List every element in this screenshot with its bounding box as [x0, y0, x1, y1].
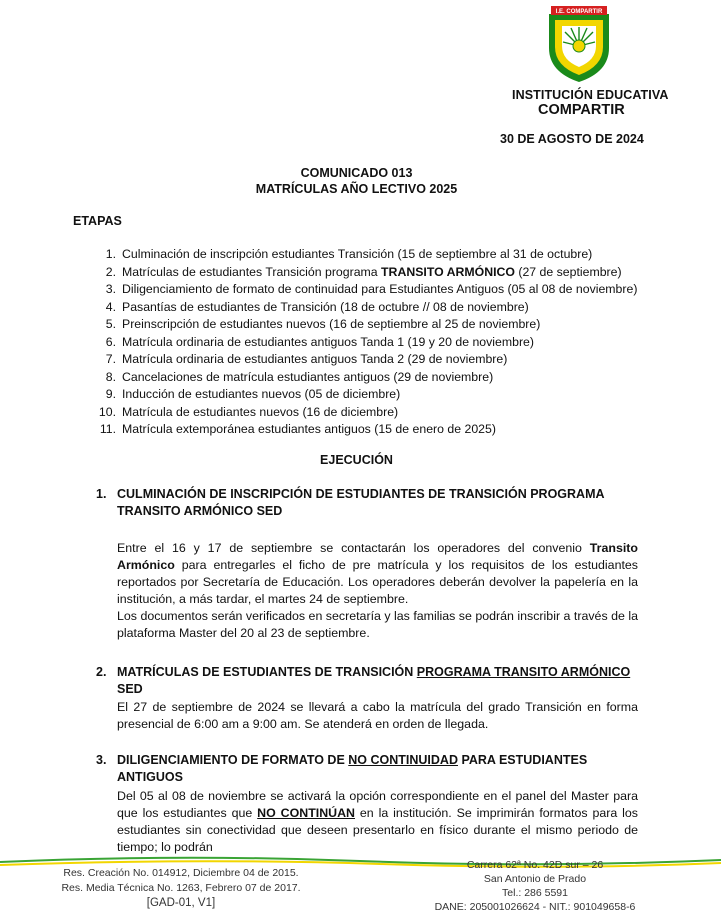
list-number: 1.: [105, 247, 116, 261]
section-title: [117, 664, 641, 698]
list-item: [94, 281, 654, 299]
list-text-part: Matrículas de estudiantes Transición programa: [122, 264, 382, 279]
list-text: Cancelaciones de matrícula estudiantes antiguos (29 de noviembre): [122, 369, 494, 384]
list-text: [122, 264, 622, 282]
list-item: [94, 316, 654, 334]
list-number: 5.: [105, 317, 116, 331]
list-number: 11.: [99, 422, 116, 436]
paragraph-text: Entre el 16 y 17 de septiembre se contactarán los operadores del convenio: [117, 541, 590, 555]
logo-banner-text: I.E. COMPARTIR: [555, 9, 603, 15]
list-text-bold: TRANSITO ARMÓNICO: [381, 264, 515, 279]
section-title-part: SED: [117, 682, 143, 696]
paragraph: [117, 788, 638, 856]
list-item: [94, 246, 654, 264]
document-title: COMUNICADO 013: [300, 166, 413, 180]
list-number: 9.: [105, 387, 116, 401]
list-item: [94, 369, 654, 387]
paragraph: Los documentos serán verificados en secretaría y las familias se podrán inscribir a través de la plataforma Master del 20 al 23 de septiembre.: [117, 609, 638, 640]
list-item: [94, 404, 654, 422]
list-item: [94, 264, 654, 282]
list-number: 4.: [105, 299, 116, 314]
list-item: [94, 299, 654, 317]
section-title-part: DILIGENCIAMIENTO DE FORMATO DE: [117, 753, 349, 767]
section-number: 3.: [96, 753, 107, 767]
section-title: [117, 752, 641, 786]
paragraph: El 27 de septiembre de 2024 se llevará a cabo la matrícula del grado Transición en forma presencial de 6:00 am a 9:00 am. Se atenderá en orden de llegada.: [117, 700, 638, 731]
etapas-heading: ETAPAS: [73, 214, 122, 228]
list-text: Matrícula ordinaria de estudiantes antiguos Tanda 2 (29 de noviembre): [122, 352, 508, 366]
section-2-body: [117, 699, 638, 733]
list-text: Matrícula ordinaria de estudiantes antiguos Tanda 1 (19 y 20 de noviembre): [122, 334, 534, 349]
institution-shield-logo: [545, 4, 613, 84]
paragraph-text: en la institución. Se imprimirán formatos para los estudiantes sin conectividad que deseen presentarlo en físico durante el mismo periodo de tiempo; lo podrán: [117, 806, 638, 854]
list-text: Pasantías de estudiantes de Transición (18 de octubre // 08 de noviembre): [122, 299, 529, 314]
paragraph-text: para entregarles el ficho de pre matrícula y los requisitos de los estudiantes reportados por Secretaría de Educación. Los operadores deberán devolver la papelería en la institución, a más tardar, el martes 24 de septiembre.: [117, 558, 638, 606]
footer-address: Carrera 62ª No. 42D sur – 26: [466, 859, 604, 871]
paragraph-bold: Transito Armónico: [117, 541, 638, 572]
section-title-underlined: NO CONTINUIDAD: [348, 753, 458, 767]
section-title-underlined: PROGRAMA TRANSITO ARMÓNICO: [416, 665, 631, 679]
list-number: 7.: [105, 352, 116, 366]
list-text: Inducción de estudiantes nuevos (05 de diciembre): [122, 387, 401, 401]
footer-neighborhood: San Antonio de Prado: [483, 873, 587, 885]
list-text-part: (27 de septiembre): [514, 264, 622, 279]
document-subtitle: MATRÍCULAS AÑO LECTIVO 2025: [255, 182, 458, 196]
paragraph: [117, 540, 638, 608]
document-date: 30 DE AGOSTO DE 2024: [500, 132, 644, 146]
section-3-body: [117, 788, 638, 856]
list-number: 10.: [98, 404, 116, 419]
section-1-heading: [96, 486, 641, 520]
list-item: [94, 351, 654, 369]
list-item: [94, 386, 654, 404]
section-number: 1.: [96, 487, 107, 501]
section-3-heading: [96, 752, 641, 786]
list-number: 6.: [105, 334, 116, 349]
section-1-body: [117, 540, 638, 642]
list-text: Matrícula extemporánea estudiantes antiguos (15 de enero de 2025): [122, 422, 496, 436]
footer-document-code: [GAD-01, V1]: [146, 897, 216, 909]
footer-resolution-creation: Res. Creación No. 014912, Diciembre 04 de 2015.: [63, 867, 299, 879]
section-title-part: PARA ESTUDIANTES ANTIGUOS: [117, 753, 588, 784]
etapas-list: [94, 246, 654, 439]
institution-name-line2: COMPARTIR: [538, 102, 625, 118]
footer-right: [415, 858, 655, 914]
list-number: 2.: [105, 264, 116, 279]
footer-resolution-media: Res. Media Técnica No. 1263, Febrero 07 de 2017.: [61, 882, 301, 894]
footer-left: [0, 866, 362, 911]
list-item: [94, 421, 654, 439]
list-text: Preinscripción de estudiantes nuevos (16 de septiembre al 25 de noviembre): [122, 317, 541, 331]
paragraph-text: Del 05 al 08 de noviembre se activará la opción correspondiente en el panel del Master para que los estudiantes que: [117, 789, 638, 820]
section-number: 2.: [96, 665, 107, 679]
section-2-heading: [96, 664, 641, 698]
footer-phone: Tel.: 286 5591: [502, 887, 568, 899]
footer-dane-nit: DANE: 205001026624 - NIT.: 901049658-6: [434, 901, 636, 913]
paragraph-bold-underlined: NO CONTINÚAN: [257, 806, 355, 820]
list-text: Culminación de inscripción estudiantes Transición (15 de septiembre al 31 de octubre): [122, 247, 593, 261]
section-title-part: MATRÍCULAS DE ESTUDIANTES DE TRANSICIÓN: [117, 665, 417, 679]
list-number: 8.: [105, 369, 116, 384]
ejecucion-heading: EJECUCIÓN: [320, 453, 393, 467]
section-title: CULMINACIÓN DE INSCRIPCIÓN DE ESTUDIANTES DE TRANSICIÓN PROGRAMA TRANSITO ARMÓNICO SED: [117, 487, 605, 518]
list-item: [94, 334, 654, 352]
list-text: Matrícula de estudiantes nuevos (16 de diciembre): [122, 404, 399, 419]
list-text: Diligenciamiento de formato de continuidad para Estudiantes Antiguos (05 al 08 de noviembre): [122, 282, 638, 296]
institution-name-line1: INSTITUCIÓN EDUCATIVA: [512, 88, 669, 102]
list-number: 3.: [105, 282, 116, 296]
